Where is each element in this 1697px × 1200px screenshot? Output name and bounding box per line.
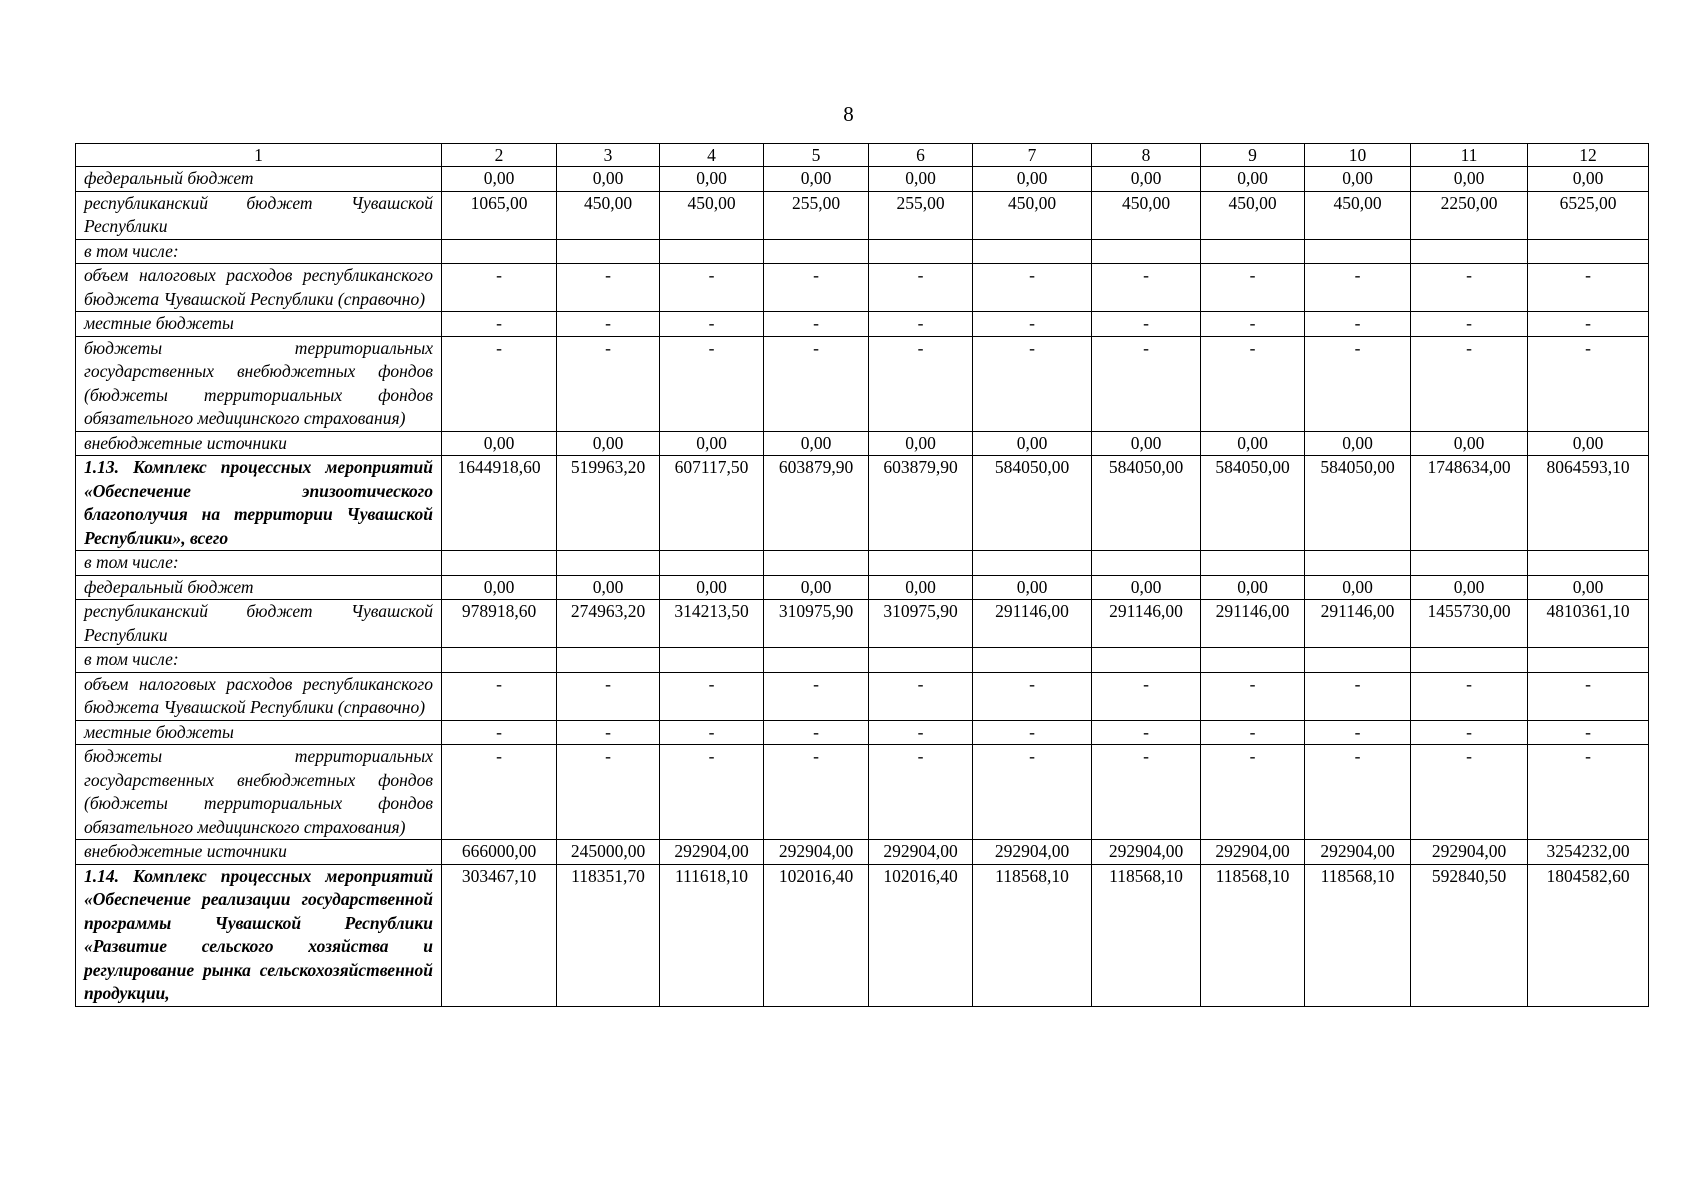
table-cell: 0,00 <box>1305 431 1411 456</box>
table-cell: 607117,50 <box>660 456 764 551</box>
table-cell: 450,00 <box>1092 191 1201 239</box>
table-cell: 292904,00 <box>764 840 869 865</box>
table-cell: - <box>557 720 660 745</box>
table-cell: 291146,00 <box>1201 600 1305 648</box>
table-cell <box>1201 239 1305 264</box>
table-cell: 603879,90 <box>869 456 973 551</box>
table-cell: 118568,10 <box>1305 864 1411 1006</box>
row-label: местные бюджеты <box>76 312 442 337</box>
table-cell: - <box>1411 720 1528 745</box>
table-cell <box>869 239 973 264</box>
table-cell: - <box>1305 336 1411 431</box>
table-cell: 0,00 <box>1411 575 1528 600</box>
table-cell: 584050,00 <box>1201 456 1305 551</box>
table-cell: 0,00 <box>557 167 660 192</box>
column-number: 9 <box>1201 144 1305 167</box>
table-cell: - <box>973 312 1092 337</box>
table-cell: - <box>660 336 764 431</box>
table-cell <box>557 239 660 264</box>
table-cell: 0,00 <box>557 575 660 600</box>
table-cell: 1804582,60 <box>1528 864 1649 1006</box>
table-cell <box>1201 551 1305 576</box>
table-cell <box>442 551 557 576</box>
table-cell <box>1305 551 1411 576</box>
table-cell <box>1528 551 1649 576</box>
table-cell: - <box>973 336 1092 431</box>
table-cell: 274963,20 <box>557 600 660 648</box>
table-cell: - <box>1411 312 1528 337</box>
table-cell <box>1305 239 1411 264</box>
table-cell: 0,00 <box>973 167 1092 192</box>
table-cell <box>1528 648 1649 673</box>
table-cell <box>660 239 764 264</box>
table-cell: - <box>1092 720 1201 745</box>
table-cell: - <box>869 312 973 337</box>
table-cell: 0,00 <box>557 431 660 456</box>
table-cell: - <box>1305 264 1411 312</box>
table-cell <box>1092 239 1201 264</box>
section-row <box>76 864 1649 1006</box>
table-cell: - <box>557 312 660 337</box>
table-cell: 0,00 <box>764 431 869 456</box>
table-cell: 450,00 <box>973 191 1092 239</box>
table-cell: - <box>557 745 660 840</box>
section-title: 1.13. Комплекс процессных мероприятий «Обеспечение эпизоотического благополучия на территории Чувашской Республики», всего <box>76 456 442 551</box>
note-row <box>76 648 1649 673</box>
table-cell: 584050,00 <box>973 456 1092 551</box>
row-label: в том числе: <box>76 648 442 673</box>
table-cell: 0,00 <box>1528 431 1649 456</box>
column-number: 3 <box>557 144 660 167</box>
table-cell: 111618,10 <box>660 864 764 1006</box>
table-cell: 292904,00 <box>1305 840 1411 865</box>
table-cell: - <box>764 745 869 840</box>
table-cell <box>1528 239 1649 264</box>
table-cell: 0,00 <box>1092 167 1201 192</box>
table-cell: - <box>1201 672 1305 720</box>
table-cell: - <box>1092 672 1201 720</box>
table-cell: 0,00 <box>442 575 557 600</box>
table-cell: - <box>1528 264 1649 312</box>
row-label: бюджеты территориальных государственных внебюджетных фондов (бюджеты территориальных фондов обязательного медицинского страхования) <box>76 745 442 840</box>
table-cell: 292904,00 <box>973 840 1092 865</box>
table-cell <box>869 551 973 576</box>
table-cell: 450,00 <box>1305 191 1411 239</box>
table-cell: 0,00 <box>764 575 869 600</box>
table-cell: 0,00 <box>1092 431 1201 456</box>
row-label: объем налоговых расходов республиканского бюджета Чувашской Республики (справочно) <box>76 264 442 312</box>
table-cell: - <box>660 745 764 840</box>
table-cell: 0,00 <box>660 431 764 456</box>
table-cell: - <box>660 720 764 745</box>
table-cell <box>764 239 869 264</box>
table-cell: - <box>1305 720 1411 745</box>
table-cell: - <box>1092 745 1201 840</box>
table-cell: - <box>764 720 869 745</box>
table-cell: 292904,00 <box>1411 840 1528 865</box>
table-cell: - <box>973 264 1092 312</box>
column-number: 11 <box>1411 144 1528 167</box>
table-cell: 3254232,00 <box>1528 840 1649 865</box>
table-cell: 292904,00 <box>1092 840 1201 865</box>
table-cell: - <box>1528 672 1649 720</box>
table-cell <box>973 239 1092 264</box>
column-number: 12 <box>1528 144 1649 167</box>
table-cell: 0,00 <box>442 167 557 192</box>
table-cell: - <box>1528 720 1649 745</box>
table-cell <box>1092 648 1201 673</box>
table-cell: - <box>1201 720 1305 745</box>
table-cell <box>973 648 1092 673</box>
table-cell: - <box>869 264 973 312</box>
table-cell: - <box>660 672 764 720</box>
table-cell: - <box>660 312 764 337</box>
table-cell <box>764 648 869 673</box>
table-cell: 978918,60 <box>442 600 557 648</box>
table-cell: 0,00 <box>660 575 764 600</box>
table-cell: 118568,10 <box>1201 864 1305 1006</box>
table-cell: - <box>869 720 973 745</box>
table-cell: - <box>1201 312 1305 337</box>
table-cell: 0,00 <box>1201 431 1305 456</box>
table-cell: - <box>557 336 660 431</box>
table-cell: - <box>1092 312 1201 337</box>
table-cell: 303467,10 <box>442 864 557 1006</box>
section-row <box>76 456 1649 551</box>
table-row <box>76 840 1649 865</box>
table-cell: 291146,00 <box>973 600 1092 648</box>
table-cell: 292904,00 <box>660 840 764 865</box>
table-cell: - <box>660 264 764 312</box>
row-label: внебюджетные источники <box>76 840 442 865</box>
table-cell: - <box>557 672 660 720</box>
table-cell <box>764 551 869 576</box>
table-cell: - <box>1305 745 1411 840</box>
table-cell: 6525,00 <box>1528 191 1649 239</box>
table-cell: - <box>442 336 557 431</box>
table-cell: - <box>764 264 869 312</box>
table-row <box>76 600 1649 648</box>
table-cell: 0,00 <box>1411 431 1528 456</box>
table-cell: 310975,90 <box>764 600 869 648</box>
table-cell: 0,00 <box>442 431 557 456</box>
table-row <box>76 575 1649 600</box>
table-cell <box>1411 551 1528 576</box>
table-cell <box>442 239 557 264</box>
table-cell: 0,00 <box>764 167 869 192</box>
column-number: 8 <box>1092 144 1201 167</box>
table-row <box>76 191 1649 239</box>
row-label: в том числе: <box>76 239 442 264</box>
row-label: федеральный бюджет <box>76 575 442 600</box>
row-label: местные бюджеты <box>76 720 442 745</box>
table-cell: - <box>973 745 1092 840</box>
row-label: федеральный бюджет <box>76 167 442 192</box>
table-cell: 0,00 <box>1092 575 1201 600</box>
table-row <box>76 431 1649 456</box>
note-row <box>76 551 1649 576</box>
column-number-row <box>76 144 1649 167</box>
table-cell: 255,00 <box>764 191 869 239</box>
table-cell: - <box>1411 672 1528 720</box>
table-cell <box>1411 239 1528 264</box>
table-cell <box>557 648 660 673</box>
table-cell: 519963,20 <box>557 456 660 551</box>
table-cell: 0,00 <box>973 431 1092 456</box>
table-cell: 584050,00 <box>1305 456 1411 551</box>
table-cell: 0,00 <box>1305 575 1411 600</box>
table-cell: 291146,00 <box>1305 600 1411 648</box>
note-row <box>76 239 1649 264</box>
table-cell: 603879,90 <box>764 456 869 551</box>
table-cell: - <box>1528 745 1649 840</box>
row-label: объем налоговых расходов республиканского бюджета Чувашской Республики (справочно) <box>76 672 442 720</box>
table-row <box>76 745 1649 840</box>
column-number: 10 <box>1305 144 1411 167</box>
table-cell: 0,00 <box>1305 167 1411 192</box>
table-cell: 1644918,60 <box>442 456 557 551</box>
table-cell: 102016,40 <box>764 864 869 1006</box>
table-cell: - <box>442 720 557 745</box>
table-cell: 1065,00 <box>442 191 557 239</box>
table-cell: 450,00 <box>557 191 660 239</box>
table-cell <box>1305 648 1411 673</box>
table-cell: - <box>869 336 973 431</box>
table-cell: - <box>442 672 557 720</box>
table-cell: 0,00 <box>1411 167 1528 192</box>
table-cell: 4810361,10 <box>1528 600 1649 648</box>
column-number: 1 <box>76 144 442 167</box>
table-row <box>76 167 1649 192</box>
table-cell: - <box>557 264 660 312</box>
table-cell: - <box>973 672 1092 720</box>
table-body <box>76 167 1649 1007</box>
column-number: 5 <box>764 144 869 167</box>
table-cell: - <box>764 312 869 337</box>
section-title: 1.14. Комплекс процессных мероприятий «Обеспечение реализации государственной программы Чувашской Республики «Развитие сельского хозяйства и регулирование рынка сельскохозяйственной продукции, <box>76 864 442 1006</box>
table-cell: 0,00 <box>1528 167 1649 192</box>
table-cell: - <box>1201 264 1305 312</box>
table-cell: 102016,40 <box>869 864 973 1006</box>
table-cell: - <box>442 264 557 312</box>
table-cell: 0,00 <box>869 575 973 600</box>
table-cell: - <box>764 336 869 431</box>
table-cell: 0,00 <box>1201 575 1305 600</box>
table-cell: 291146,00 <box>1092 600 1201 648</box>
table-cell: - <box>1411 745 1528 840</box>
table-cell: 666000,00 <box>442 840 557 865</box>
column-number: 6 <box>869 144 973 167</box>
table-cell: - <box>1201 336 1305 431</box>
table-cell: 118568,10 <box>973 864 1092 1006</box>
column-number: 7 <box>973 144 1092 167</box>
table-cell: - <box>1201 745 1305 840</box>
column-number: 4 <box>660 144 764 167</box>
table-cell: 1748634,00 <box>1411 456 1528 551</box>
row-label: бюджеты территориальных государственных внебюджетных фондов (бюджеты территориальных фондов обязательного медицинского страхования) <box>76 336 442 431</box>
table-cell: 0,00 <box>1201 167 1305 192</box>
table-cell <box>660 551 764 576</box>
table-cell <box>660 648 764 673</box>
table-row <box>76 672 1649 720</box>
row-label: в том числе: <box>76 551 442 576</box>
table-cell: - <box>442 745 557 840</box>
table-cell: 310975,90 <box>869 600 973 648</box>
table-cell <box>442 648 557 673</box>
table-cell <box>1201 648 1305 673</box>
page-number: 8 <box>843 102 854 126</box>
table-cell: 0,00 <box>869 431 973 456</box>
table-cell: - <box>442 312 557 337</box>
table-cell <box>973 551 1092 576</box>
table-cell: - <box>973 720 1092 745</box>
table-cell: - <box>1411 264 1528 312</box>
table-cell: 118568,10 <box>1092 864 1201 1006</box>
table-cell: - <box>1305 672 1411 720</box>
table-cell: 118351,70 <box>557 864 660 1006</box>
table-cell: - <box>1305 312 1411 337</box>
table-cell: 584050,00 <box>1092 456 1201 551</box>
row-label: республиканский бюджет Чувашской Республики <box>76 600 442 648</box>
table-cell: 292904,00 <box>1201 840 1305 865</box>
table-cell: 592840,50 <box>1411 864 1528 1006</box>
table-cell: - <box>1092 264 1201 312</box>
table-cell: 8064593,10 <box>1528 456 1649 551</box>
table-cell: - <box>1411 336 1528 431</box>
table-cell: - <box>869 745 973 840</box>
table-cell: - <box>869 672 973 720</box>
table-cell: - <box>764 672 869 720</box>
table-cell: 450,00 <box>1201 191 1305 239</box>
table-cell: 1455730,00 <box>1411 600 1528 648</box>
table-cell: - <box>1528 312 1649 337</box>
table-cell <box>869 648 973 673</box>
table-row <box>76 336 1649 431</box>
table-cell: 245000,00 <box>557 840 660 865</box>
table-cell: 2250,00 <box>1411 191 1528 239</box>
table-cell: 0,00 <box>973 575 1092 600</box>
table-cell: - <box>1528 336 1649 431</box>
table-cell: 0,00 <box>869 167 973 192</box>
table-cell <box>1092 551 1201 576</box>
table-row <box>76 720 1649 745</box>
table-row <box>76 312 1649 337</box>
table-row <box>76 264 1649 312</box>
budget-table <box>75 143 1649 1007</box>
table-cell: 0,00 <box>1528 575 1649 600</box>
row-label: республиканский бюджет Чувашской Республики <box>76 191 442 239</box>
table-cell: 255,00 <box>869 191 973 239</box>
row-label: внебюджетные источники <box>76 431 442 456</box>
table-cell: 0,00 <box>660 167 764 192</box>
table-cell: 292904,00 <box>869 840 973 865</box>
table-cell <box>557 551 660 576</box>
table-cell: 314213,50 <box>660 600 764 648</box>
table-cell: 450,00 <box>660 191 764 239</box>
table-cell <box>1411 648 1528 673</box>
table-cell: - <box>1092 336 1201 431</box>
column-number: 2 <box>442 144 557 167</box>
